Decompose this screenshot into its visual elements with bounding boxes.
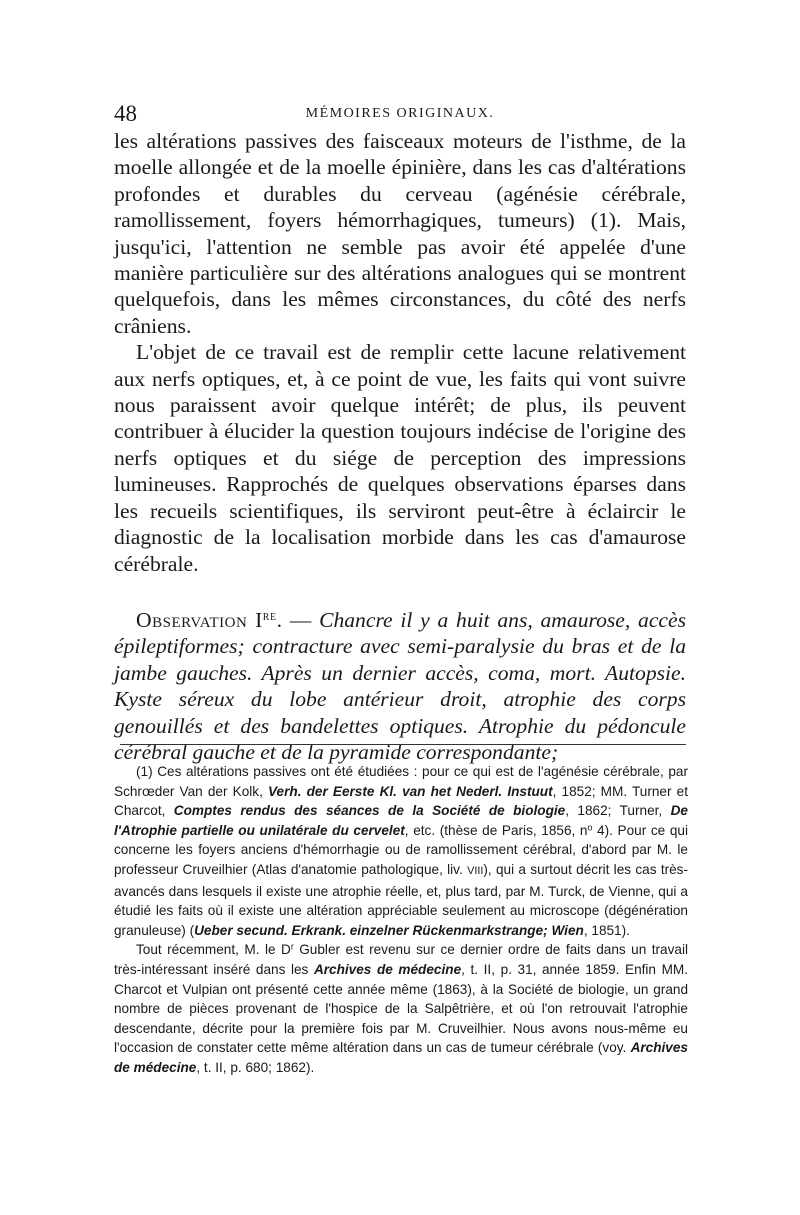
observation-heading: Observation Ire. — Chancre il y a huit ans, amaurose, accès épileptiformes; contracture avec semi-paralysie du bras et de la jambe gauches. Après un dernier accès, coma, mort. Autopsie. Kyste séreux du lobe antérieur droit, atrophie des corps genouillés et des bandelettes optiques. Atrophie du pédoncule cérébral gauche et de la pyramide correspondante;	[114, 607, 686, 764]
observation-label: Observation	[136, 607, 248, 632]
page-header	[114, 100, 686, 128]
observation-number: Ire	[255, 607, 277, 632]
footnote-separator	[120, 744, 686, 745]
page-number: 48	[114, 101, 137, 126]
paragraph-2: L'objet de ce travail est de remplir cette lacune relativement aux nerfs optiques, et, à ce point de vue, les faits qui vont suivre nous paraissent avoir quelque intérêt; de plus, ils peuvent contribuer à élucider la question toujours indécise de l'origine des nerfs optiques et du siége de perception des impressions lumineuses. Rapprochés de quelques observations éparses dans les recueils scientifiques, ils serviront peut-être à éclaircir le diagnostic de la localisation morbide dans les cas d'amaurose cérébrale.	[114, 340, 686, 576]
paragraph-1: les altérations passives des faisceaux moteurs de l'isthme, de la moelle allongée et de la moelle épinière, dans les cas d'altérations profondes et durables du cerveau (agénésie cérébrale, ramollissement, foyers hémorrhagiques, tumeurs) (1). Mais, jusqu'ici, l'attention ne semble pas avoir été appelée d'une manière particulière sur des altérations analogues qui se montrent quelquefois, dans les mêmes circonstances, du côté des nerfs crâniens.	[114, 129, 686, 338]
footnote-1: (1) Ces altérations passives ont été étudiées : pour ce qui est de l'agénésie cérébrale, par Schrœder Van der Kolk, Verh. der Eerste Kl. van het Nederl. Instuut, 1852; MM. Turner et Charcot, Comptes rendus des séances de la Société de biologie, 1862; Turner, De l'Atrophie partielle ou unilatérale du cervelet, etc. (thèse de Paris, 1856, $n^o$ 4). Pour ce qui concerne les foyers anciens d'hémorrhagie ou de ramollissement cérébral, d'abord par M. le professeur Cruveilhier (Atlas d'anatomie pathologique, liv. VIII), qui a surtout décrit les cas très-avancés dans lesquels il existe une atrophie réelle, et, plus tard, par M. Turck, de Vienne, qui a étudié les faits où il existe une altération appréciable seulement au microscope (dégénération granuleuse) (Ueber secund. Erkrank. einzelner Rückenmarkstrange; Wien, 1851).	[114, 764, 689, 938]
observation-summary: Chancre il y a huit ans, amaurose, accès épileptiformes; contracture avec semi-paralysie du bras et de la jambe gauches. Après un dernier accès, coma, mort. Autopsie. Kyste séreux du lobe antérieur droit, atrophie des corps genouillés et des bandelettes optiques. Atrophie du pédoncule cérébral gauche et de la pyramide correspondante;	[114, 607, 686, 764]
running-title: MÉMOIRES ORIGINAUX.	[305, 106, 495, 121]
footnotes	[114, 762, 688, 1078]
main-text	[114, 128, 686, 765]
footnote-2: Tout récemment, M. le $D^r$ Gubler est revenu sur ce dernier ordre de faits dans un travail très-intéressant inséré dans les Archives de médecine, t. II, p. 31, année 1859. Enfin MM. Charcot et Vulpian ont présenté cette année même (1863), à la Société de biologie, un grand nombre de pièces provenant de l'hospice de la Salpêtrière, et où l'on retrouvait l'atrophie descendante, décrite pour la première fois par M. Cruveilhier. Nous avons nous-même eu l'occasion de constater cette même altération dans un cas de tumeur cérébrale (voy. Archives de médecine, t. II, p. 680; 1862).	[114, 941, 689, 1075]
